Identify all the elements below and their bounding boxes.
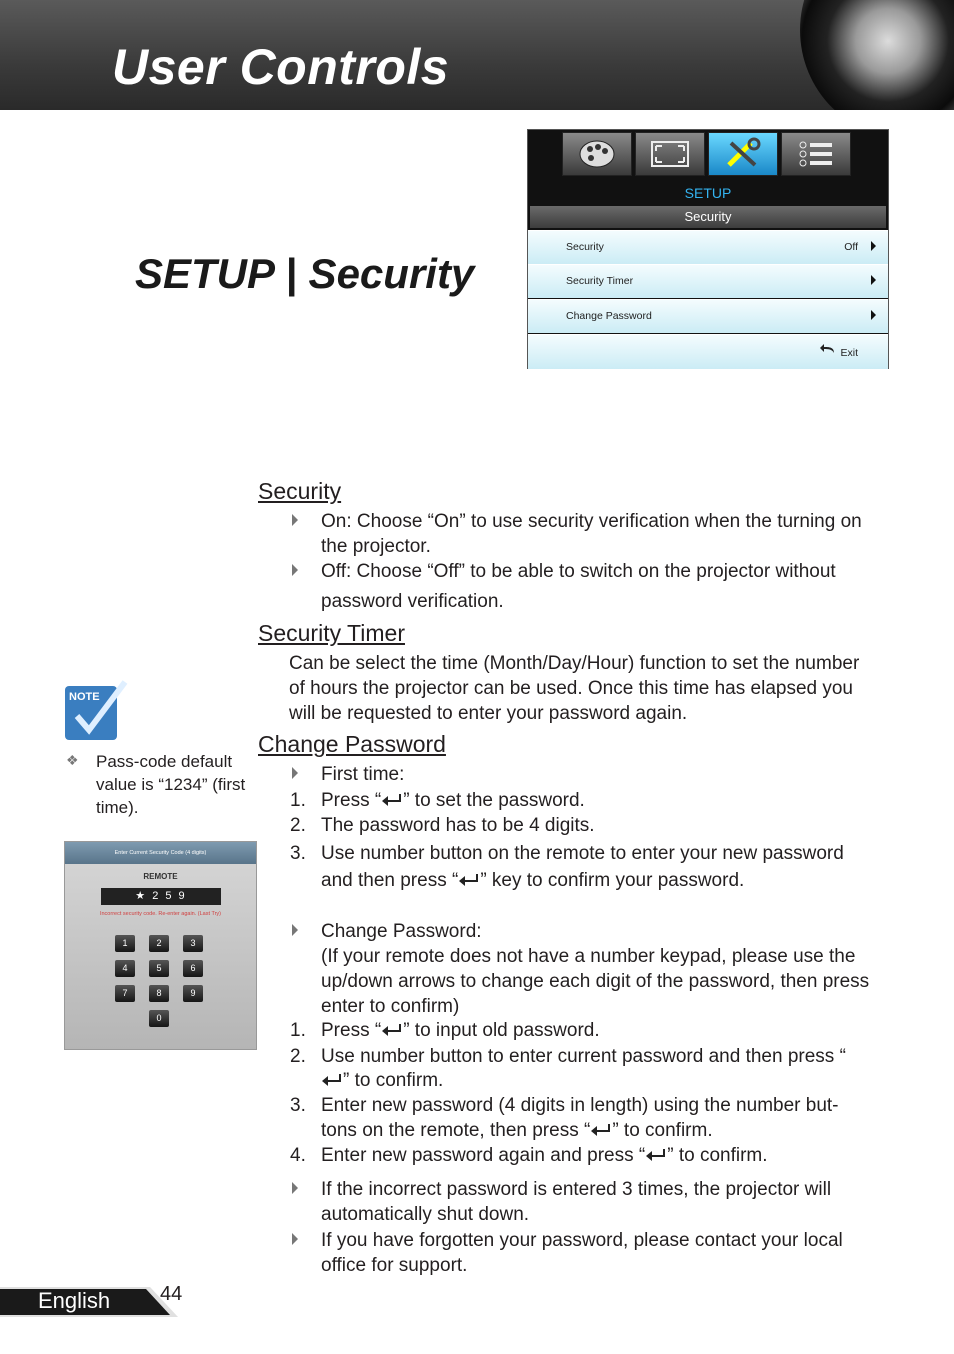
page-number: 44	[160, 1283, 183, 1305]
remote-screen-title: REMOTE	[143, 872, 178, 881]
change-step-3-cont: tons on the remote, then press “ ” to confirm.	[321, 1120, 713, 1141]
warning-incorrect-password: If the incorrect password is entered 3 times, the projector will automatically shut down.	[321, 1179, 832, 1225]
chevron-right-icon	[871, 310, 876, 320]
options-tab-icon[interactable]	[781, 132, 851, 176]
osd-row-label: Change Password	[566, 310, 652, 322]
enter-key-icon	[381, 1023, 403, 1037]
osd-row-label: Security Timer	[566, 275, 634, 287]
step-number: 1.	[290, 1020, 306, 1041]
bullet-arrow-icon	[292, 564, 298, 576]
osd-row-security-timer[interactable]	[528, 264, 888, 298]
osd-submenu-title: Security	[530, 206, 886, 228]
bullet-arrow-icon	[292, 924, 298, 936]
remote-screen-header: Enter Current Security Code (4 digits)	[65, 842, 256, 864]
change-password-note: (If your remote does not have a number keypad, please use the up/down arrows to change each digit of the password, then press enter to confirm)	[321, 946, 870, 1017]
osd-row-security[interactable]	[528, 230, 888, 264]
bullet-arrow-icon	[292, 1182, 298, 1194]
note-check-icon	[63, 680, 129, 742]
osd-row-value: Off	[844, 241, 858, 253]
enter-key-icon	[458, 873, 480, 887]
remote-code-field[interactable]: ★ 2 5 9	[101, 888, 221, 905]
change-step-2: Use number button to enter current password and then press “	[321, 1046, 846, 1067]
section-title-security-timer: Security Timer	[258, 620, 405, 646]
osd-exit-label: Exit	[840, 347, 858, 359]
first-time-step-3: Use number button on the remote to enter your new password	[321, 843, 844, 864]
change-step-1: Press “ ” to input old password.	[321, 1020, 600, 1041]
remote-code-screen	[64, 841, 257, 1050]
bullet-arrow-icon	[292, 767, 298, 779]
change-password-label: Change Password:	[321, 921, 482, 942]
keypad-key[interactable]: 2	[149, 935, 169, 952]
display-tab-icon[interactable]	[635, 132, 705, 176]
first-time-label: First time:	[321, 764, 405, 785]
step-number: 2.	[290, 1046, 306, 1067]
step-number: 3.	[290, 843, 306, 864]
warning-forgot-password: If you have forgotten your password, please contact your local office for support.	[321, 1230, 843, 1276]
security-on-text: On: Choose “On” to use security verification when the turning on the projector.	[321, 511, 862, 557]
osd-setup-label: SETUP	[684, 185, 732, 201]
section-title-security: Security	[258, 478, 342, 504]
picture-tab-icon[interactable]	[562, 132, 632, 176]
keypad-key[interactable]: 0	[149, 1010, 169, 1027]
security-timer-text: Can be select the time (Month/Day/Hour) function to set the number of hours the projector can be used. Once this time has elapsed you will be requested to enter your password again.	[289, 653, 860, 724]
osd-row-change-password[interactable]	[528, 299, 888, 333]
setup-tab-icon[interactable]	[708, 132, 778, 176]
enter-key-icon	[381, 793, 403, 807]
section-title-change-password: Change Password	[258, 731, 446, 757]
step-number: 4.	[290, 1145, 306, 1166]
step-number: 1.	[290, 790, 306, 811]
note-icon-word: NOTE	[69, 691, 100, 703]
return-icon	[820, 343, 836, 355]
keypad-key[interactable]: 4	[115, 960, 135, 977]
bullet-arrow-icon	[292, 514, 298, 526]
chevron-right-icon	[871, 241, 876, 251]
note-text: Pass-code default value is “1234” (first time).	[96, 752, 246, 817]
keypad-key[interactable]: 9	[183, 985, 203, 1002]
keypad-key[interactable]: 8	[149, 985, 169, 1002]
step-number: 3.	[290, 1095, 306, 1116]
bullet-arrow-icon	[292, 1233, 298, 1245]
security-off-text: Off: Choose “Off” to be able to switch on the projector without	[321, 561, 836, 582]
chevron-right-icon	[871, 275, 876, 285]
step-number: 2.	[290, 815, 306, 836]
osd-menu	[527, 129, 889, 369]
keypad-key[interactable]: 3	[183, 935, 203, 952]
first-time-step-3-cont: and then press “ ” key to confirm your password.	[321, 870, 745, 891]
change-step-4: Enter new password again and press “ ” to confirm.	[321, 1145, 768, 1166]
osd-exit-row[interactable]	[528, 334, 888, 369]
header-title: User Controls	[112, 39, 450, 95]
enter-key-icon	[321, 1073, 343, 1087]
keypad-key[interactable]: 1	[115, 935, 135, 952]
enter-key-icon	[645, 1148, 667, 1162]
osd-row-label: Security	[566, 241, 604, 253]
footer-language: English	[38, 1288, 111, 1313]
security-off-text-cont: password verification.	[321, 591, 504, 612]
keypad-key[interactable]: 7	[115, 985, 135, 1002]
keypad-key[interactable]: 5	[149, 960, 169, 977]
remote-error-text: Incorrect security code. Re-enter again. (Last Try)	[99, 911, 222, 917]
change-step-2-cont: ” to confirm.	[321, 1068, 443, 1093]
keypad-key[interactable]: 6	[183, 960, 203, 977]
projector-lens-graphic	[800, 0, 954, 110]
diamond-bullet-icon: ❖	[66, 752, 79, 768]
page-title: SETUP | Security	[135, 250, 475, 297]
first-time-step-2: The password has to be 4 digits.	[321, 815, 595, 836]
change-step-3: Enter new password (4 digits in length) using the number but-	[321, 1095, 839, 1116]
first-time-step-1: Press “ ” to set the password.	[321, 790, 585, 811]
enter-key-icon	[590, 1123, 612, 1137]
